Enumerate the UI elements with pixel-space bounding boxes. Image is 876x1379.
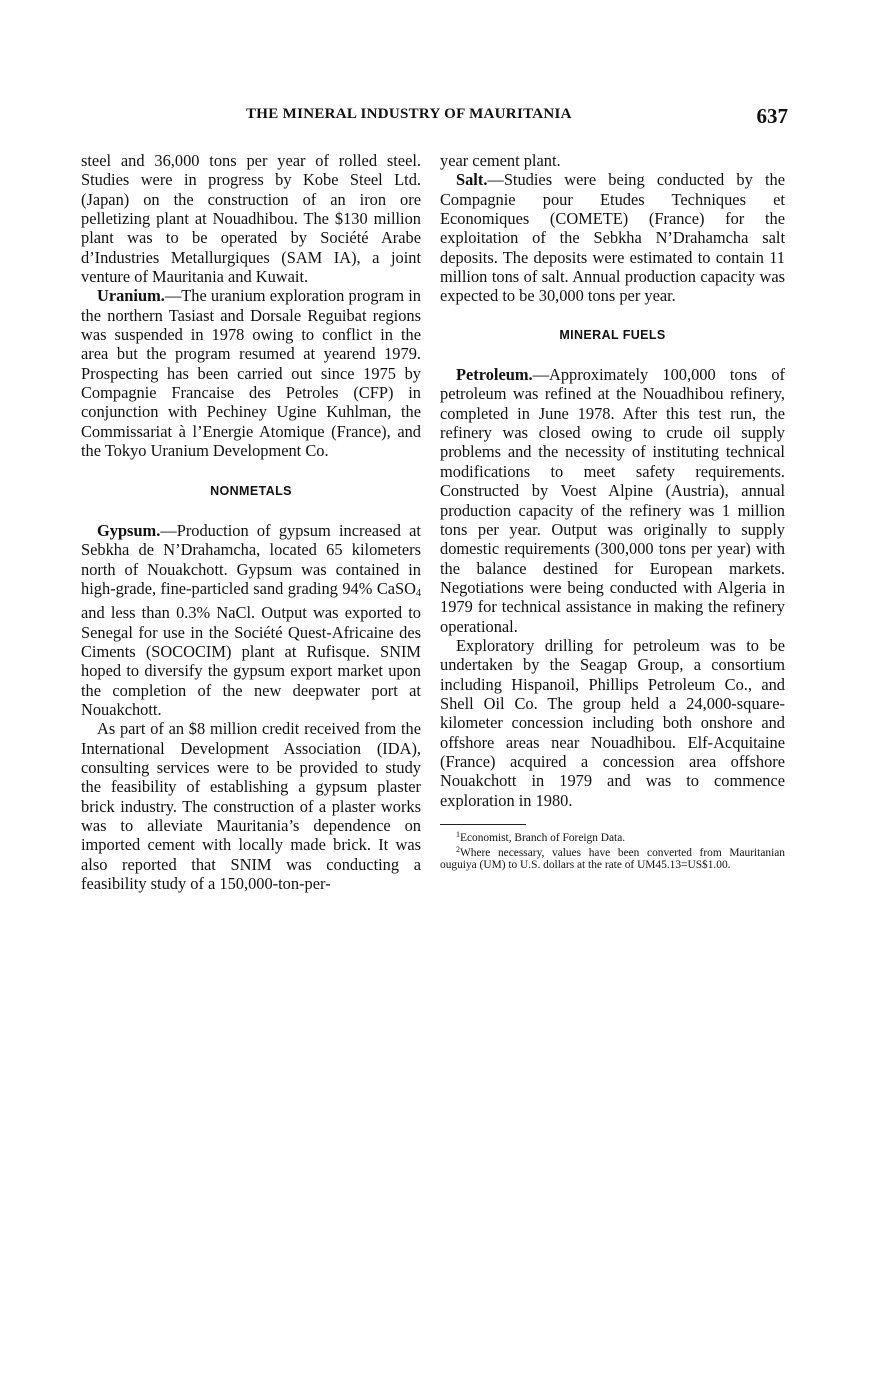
uranium-paragraph	[81, 286, 421, 460]
header-title: THE MINERAL INDUSTRY OF MAURITANIA	[246, 106, 572, 122]
footnote-1-text: Economist, Branch of Foreign Data.	[460, 832, 626, 844]
steel-paragraph: steel and 36,000 tons per year of rolled steel. Studies were in progress by Kobe Steel Ltd. (Japan) on the construction of an iron ore pelletizing plant at Nouadhibou. The $130 million plant was to be operated by Société Arabe d’Industries Metallurgiques (SAM IA), a joint venture of Mauritania and Kuwait.	[81, 151, 421, 287]
cement-plant-line: year cement plant.	[440, 151, 561, 170]
uranium-text: —The uranium exploration program in the northern Tasiast and Dorsale Reguibat regions was suspended in 1978 owing to conflict in the area but the program resumed at yearend 1979. Prospecting has been carried out since 1975 by Compagnie Francaise des Petroles (CFP) in conjunction with Pechiney Ugine Kuhlman, the Commissariat à l’Energie Atomique (France), and the Tokyo Uranium Development Co.	[81, 286, 421, 461]
footnote-2-mark: 2	[456, 845, 460, 855]
footnote-2-text: Where necessary, values have been converted from Mauritanian ouguiya (UM) to U.S. dollars at the rate of UM45.13=US$1.00.	[440, 847, 785, 872]
footnote-1-mark: 1	[456, 830, 460, 839]
right-column	[440, 151, 785, 872]
gypsum-subscript: 4	[416, 587, 421, 599]
petroleum-paragraph	[440, 365, 785, 636]
salt-text: —Studies were being conducted by the Compagnie pour Etudes Techniques et Economiques (COMETE) (France) for the exploitation of the Sebkha N’Drahamcha salt deposits. The deposits were estimated to contain 11 million tons of salt. Annual production capacity was expected to be 30,000 tons per year.	[440, 170, 785, 306]
running-header	[80, 104, 790, 134]
gypsum-text-2: and less than 0.3% NaCl. Output was exported to Senegal for use in the Société Quest-Africaine des Ciments (SOCOCIM) plant at Rufisque. SNIM hoped to diversify the gypsum export market upon the completion of the new deepwater port at Nouakchott.	[81, 603, 421, 719]
ida-paragraph: As part of an $8 million credit received from the International Development Association (IDA), consulting services were to be provided to study the feasibility of establishing a gypsum plaster brick industry. The construction of a plaster works was to alleviate Mauritania’s dependence on imported cement with locally made brick. It was also reported that SNIM was conducting a feasibility study of a 150,000-ton-per-	[81, 719, 421, 894]
gypsum-paragraph	[81, 521, 421, 719]
petroleum-text: —Approximately 100,000 tons of petroleum was refined at the Nouadhibou refinery, completed in June 1978. After this test run, the refinery was closed owing to crude oil supply problems and the necessity of instituting technical modifications to meet safety requirements. Constructed by Voest Alpine (Austria), annual production capacity of the refinery was 1 million tons per year. Output was originally to supply domestic requirements (300,000 tons per year) with the balance destined for European markets. Negotiations were being conducted with Algeria in 1979 for technical assistance in making the refinery operational.	[440, 365, 785, 636]
salt-lead: Salt.	[456, 170, 488, 190]
footnotes	[440, 824, 785, 872]
left-column	[81, 151, 421, 893]
mineral-fuels-heading: MINERAL FUELS	[559, 327, 666, 342]
footnote-rule	[440, 824, 526, 825]
uranium-lead: Uranium.	[97, 286, 165, 306]
page-number: 637	[756, 104, 788, 128]
salt-paragraph	[440, 170, 785, 305]
petroleum-lead: Petroleum.	[456, 365, 533, 385]
gypsum-lead: Gypsum.	[97, 520, 161, 540]
drilling-paragraph: Exploratory drilling for petroleum was to be undertaken by the Seagap Group, a consortium including Hispanoil, Phillips Petroleum Co., and Shell Oil Co. The group held a 24,000-square-kilometer concession including both onshore and offshore areas near Nouadhibou. Elf-Acquitaine (France) acquired a concession area offshore Nouakchott in 1979 and was to commence exploration in 1980.	[440, 635, 785, 810]
nonmetals-heading: NONMETALS	[210, 483, 292, 498]
footnote-1	[440, 829, 785, 844]
footnote-2	[440, 844, 785, 871]
gypsum-text-1: —Production of gypsum increased at Sebkha de N’Drahamcha, located 65 kilometers north of Nouakchott. Gypsum was contained in high-grade, fine-particled sand grading 94% CaSO	[81, 520, 421, 598]
